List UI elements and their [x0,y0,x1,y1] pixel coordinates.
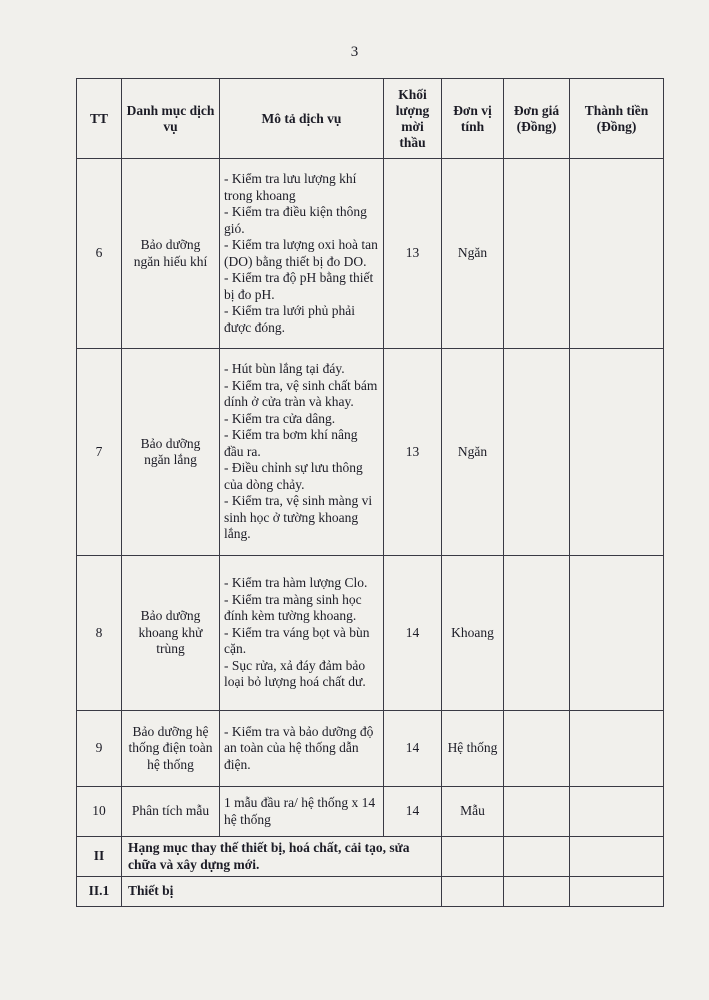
header-tt: TT [77,79,122,159]
section-total [570,837,664,877]
section-unit-price [504,837,570,877]
section-title: Thiết bị [122,877,442,907]
section-unit [442,837,504,877]
section-unit-price [504,877,570,907]
description-line: - Kiểm tra độ pH bằng thiết bị đo pH. [224,270,374,302]
row-description [220,159,384,349]
row-unit: Mẫu [442,787,504,837]
row-description [220,556,384,711]
description-line: - Hút bùn lắng tại đáy. [224,361,345,377]
header-description: Mô tả dịch vụ [220,79,384,159]
header-quantity: Khối lượng mời thầu [384,79,442,159]
description-line: - Kiểm tra, vệ sinh màng vi sinh học ở tường khoang lắng. [224,493,373,542]
description-line: - Kiểm tra màng sinh học đính kèm tường khoang. [224,591,362,624]
table-row [77,787,664,837]
page-number: 3 [350,44,359,60]
row-tt: 10 [77,787,122,837]
row-quantity: 13 [384,159,442,349]
description-line: 1 mẫu đầu ra/ hệ thống x 14 hệ thống [224,795,376,827]
row-total [570,787,664,837]
row-unit: Khoang [442,556,504,711]
description-line: - Sục rửa, xả đáy đảm bảo loại bỏ lượng hoá chất dư. [224,657,366,690]
row-category: Bảo dưỡng ngăn lắng [122,349,220,556]
section-row [77,837,664,877]
header-row [77,79,664,159]
section-tt: II [77,837,122,877]
row-description [220,349,384,556]
row-unit-price [504,159,570,349]
description-line: - Kiểm tra và bảo dưỡng độ an toàn của hệ thống dẫn điện. [224,723,374,772]
section-row [77,877,664,907]
row-unit: Ngăn [442,349,504,556]
row-quantity: 14 [384,787,442,837]
row-unit-price [504,787,570,837]
description-line: - Kiểm tra lưu lượng khí trong khoang [224,171,357,203]
row-tt: 8 [77,556,122,711]
row-quantity: 13 [384,349,442,556]
table-row [77,349,664,556]
row-tt: 9 [77,711,122,787]
table-row [77,556,664,711]
row-quantity: 14 [384,556,442,711]
description-line: - Kiểm tra váng bọt và bùn cặn. [224,624,370,657]
description-line: - Kiểm tra hàm lượng Clo. [224,575,368,591]
description-line: - Kiểm tra bơm khí nâng đầu ra. [224,427,358,459]
row-unit-price [504,556,570,711]
row-category: Bảo dưỡng hệ thống điện toàn hệ thống [122,711,220,787]
section-tt: II.1 [77,877,122,907]
table-row [77,159,664,349]
row-description [220,711,384,787]
bid-table [76,78,664,907]
row-total [570,711,664,787]
row-description [220,787,384,837]
description-line: - Kiểm tra, vệ sinh chất bám dính ở cửa tràn và khay. [224,377,378,410]
row-category: Bảo dưỡng ngăn hiếu khí [122,159,220,349]
row-unit: Ngăn [442,159,504,349]
row-quantity: 14 [384,711,442,787]
row-total [570,349,664,556]
row-total [570,159,664,349]
row-unit-price [504,349,570,556]
section-total [570,877,664,907]
header-category: Danh mục dịch vụ [122,79,220,159]
description-line: - Kiểm tra lượng oxi hoà tan (DO) bằng thiết bị đo DO. [224,237,378,269]
row-unit: Hệ thống [442,711,504,787]
row-tt: 7 [77,349,122,556]
table-row [77,711,664,787]
row-total [570,556,664,711]
description-line: - Kiểm tra lưới phủ phải được đóng. [224,303,356,335]
header-total: Thành tiền (Đồng) [570,79,664,159]
row-unit-price [504,711,570,787]
row-category: Bảo dưỡng khoang khử trùng [122,556,220,711]
description-line: - Kiểm tra điều kiện thông gió. [224,204,367,236]
row-category: Phân tích mẫu [122,787,220,837]
section-unit [442,877,504,907]
section-title: Hạng mục thay thế thiết bị, hoá chất, cải tạo, sửa chữa và xây dựng mới. [122,837,442,877]
header-unit-price: Đơn giá (Đồng) [504,79,570,159]
row-tt: 6 [77,159,122,349]
header-unit: Đơn vị tính [442,79,504,159]
description-line: - Kiểm tra cửa dâng. [224,410,336,426]
description-line: - Điều chỉnh sự lưu thông của dòng chảy. [224,460,363,492]
